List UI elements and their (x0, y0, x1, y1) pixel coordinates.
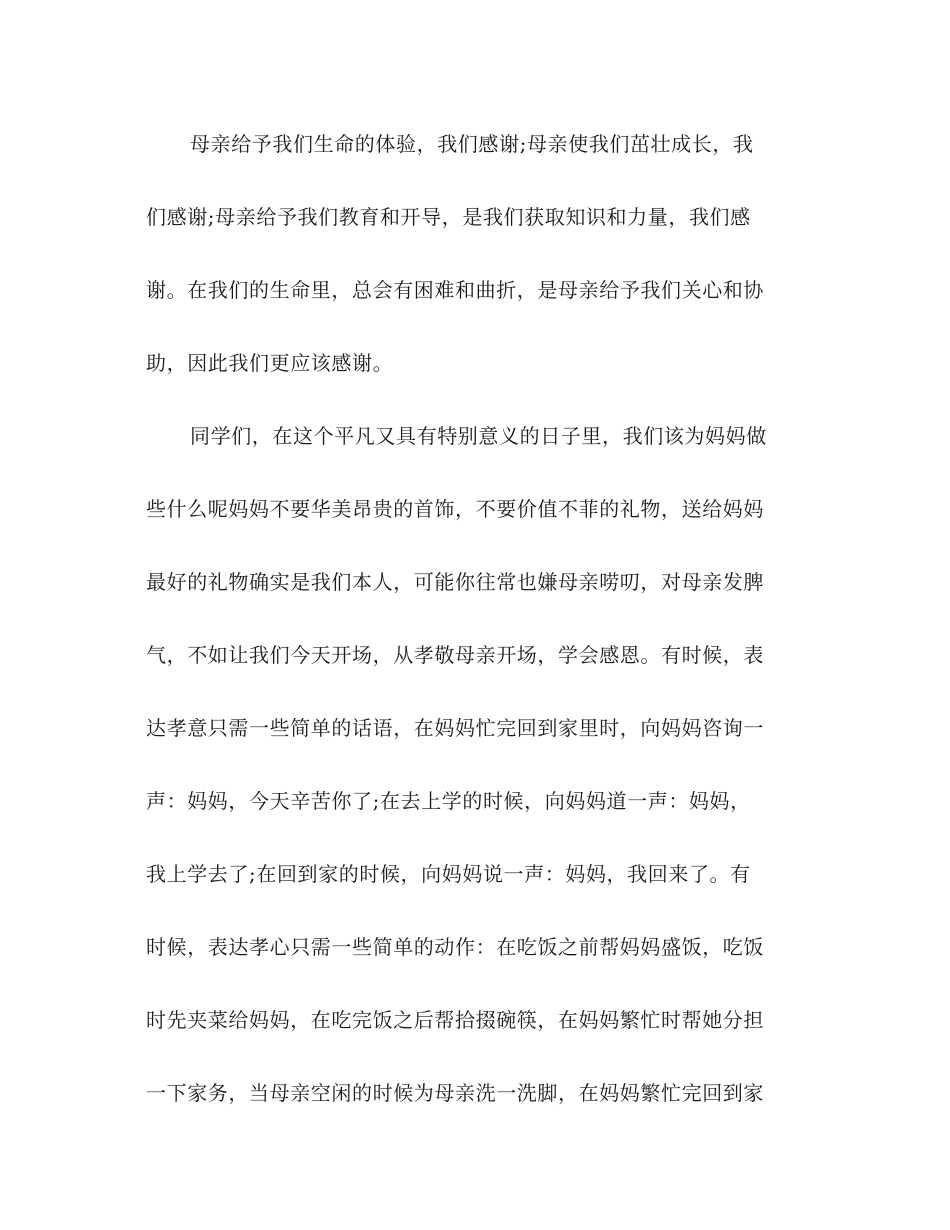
paragraph-1-line-4: 助，因此我们更应该感谢。 (146, 351, 394, 375)
paragraph-2-line-8: 时候，表达孝心只需一些简单的动作：在吃饭之前帮妈妈盛饭，吃饭 (146, 935, 764, 959)
paragraph-2-line-7: 我上学去了;在回到家的时候，向妈妈说一声：妈妈，我回来了。有 (146, 862, 751, 886)
paragraph-1-line-3: 谢。在我们的生命里，总会有困难和曲折，是母亲给予我们关心和协 (146, 278, 764, 302)
paragraph-2-line-3: 最好的礼物确实是我们本人，可能你往常也嫌母亲唠叨，对母亲发脾 (146, 570, 764, 594)
paragraph-2-line-1: 同学们，在这个平凡又具有特别意义的日子里，我们该为妈妈做 (190, 424, 767, 448)
paragraph-1-line-2: 们感谢;母亲给予我们教育和开导，是我们获取知识和力量，我们感 (146, 205, 751, 229)
paragraph-2-line-5: 达孝意只需一些简单的话语，在妈妈忙完回到家里时，向妈妈咨询一 (146, 716, 764, 740)
paragraph-2-line-10: 一下家务，当母亲空闲的时候为母亲洗一洗脚，在妈妈繁忙完回到家 (146, 1081, 764, 1105)
paragraph-2-line-2: 些什么呢妈妈不要华美昂贵的首饰，不要价值不菲的礼物，送给妈妈 (146, 497, 764, 521)
paragraph-2-line-4: 气，不如让我们今天开场，从孝敬母亲开场，学会感恩。有时候，表 (146, 643, 764, 667)
paragraph-2-line-9: 时先夹菜给妈妈，在吃完饭之后帮拾掇碗筷，在妈妈繁忙时帮她分担 (146, 1008, 764, 1032)
paragraph-2-line-6: 声：妈妈，今天辛苦你了;在去上学的时候，向妈妈道一声：妈妈， (146, 789, 751, 813)
paragraph-1-line-1: 母亲给予我们生命的体验，我们感谢;母亲使我们茁壮成长，我 (190, 132, 754, 156)
